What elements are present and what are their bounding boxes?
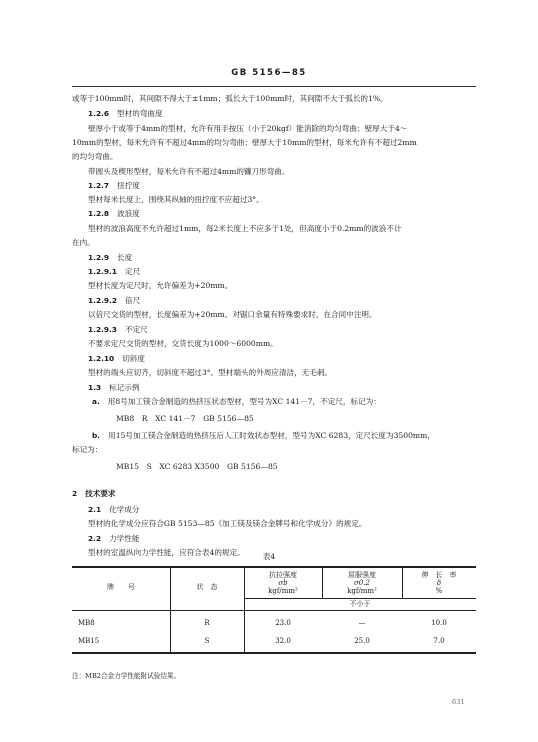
section-number: 1.2.9.3 xyxy=(88,325,117,334)
mark-example-a: MB8 R XC 141－7 GB 5156—85 xyxy=(116,414,254,423)
example-a-line xyxy=(92,397,381,407)
section-1-2-7-heading xyxy=(88,181,140,191)
section-1-2-9-2-heading xyxy=(88,296,140,306)
example-text: 用15号加工镁合金制造的热挤压后人工时效状态型材，型号为XC 6283，定尺长度为3500mm， xyxy=(108,431,435,440)
paragraph-line: 型材的室温纵向力学性能，应符合表4的规定。 xyxy=(88,548,245,557)
section-number: 1.2.9.2 xyxy=(88,296,117,305)
header-elongation-unit: % xyxy=(435,587,443,595)
section-title: 技术要求 xyxy=(85,489,116,498)
cell-yield: 25.0 xyxy=(354,637,370,645)
section-title: 扭拧度 xyxy=(117,181,140,190)
section-1-2-6-heading xyxy=(88,109,163,119)
header-tensile-symbol: σb xyxy=(278,579,288,587)
section-2-heading xyxy=(72,489,116,499)
table-rule-header xyxy=(72,610,476,611)
paragraph-line: 标记为： xyxy=(72,445,103,454)
section-title: 长度 xyxy=(117,253,133,262)
section-number: 2.1 xyxy=(88,505,102,514)
section-number: 1.2.10 xyxy=(88,354,115,363)
page-number: 631 xyxy=(452,698,465,706)
section-title: 型材的弯曲度 xyxy=(117,109,163,118)
paragraph-line: 在内。 xyxy=(72,238,95,247)
section-2-1-heading xyxy=(88,505,139,515)
section-1-2-9-1-heading xyxy=(88,267,140,277)
list-marker: a. xyxy=(92,397,100,406)
section-number: 2.2 xyxy=(88,534,102,543)
example-b-line xyxy=(92,431,435,441)
paragraph-line: 型材的化学成分应符合GB 5153—85《加工镁及镁合金牌号和化学成分》的规定。 xyxy=(88,519,367,528)
section-1-2-9-heading xyxy=(88,253,132,263)
section-title: 切斜度 xyxy=(122,354,145,363)
cell-state: S xyxy=(204,637,210,645)
paragraph-line: 型材的波浪高度不允许超过1mm，每2米长度上不应多于1处，但高度小于0.2mm的波浪不计 xyxy=(88,224,402,233)
section-number: 1.2.9 xyxy=(88,253,110,262)
paragraph-line: 型材长度为定尺时，允许偏差为+20mm。 xyxy=(88,281,233,290)
section-title: 波浪度 xyxy=(117,209,140,218)
section-number: 1.2.9.1 xyxy=(88,267,117,276)
cell-tensile: 23.0 xyxy=(275,619,291,627)
section-2-2-heading xyxy=(88,534,139,544)
header-rule xyxy=(72,86,476,87)
page-header: GB 5156—85 xyxy=(231,68,307,78)
cell-grade: MB15 xyxy=(78,637,100,645)
paragraph-line: 10mm的型材，每米允许有不超过4mm的均匀弯曲；壁厚大于10mm的型材，每米允许有不超过2mm xyxy=(72,138,417,147)
paragraph-line: 带圆头及楔形型材，每米允许有不超过4mm的镰刀形弯曲。 xyxy=(88,167,290,176)
cell-yield: — xyxy=(358,619,366,627)
table-rule-subheader xyxy=(244,598,476,599)
example-text: 用8号加工镁合金制造的热挤压状态型材，型号为XC 141－7，不定尺，标记为： xyxy=(107,397,381,406)
section-title: 标记示例 xyxy=(109,383,140,392)
section-title: 不定尺 xyxy=(125,325,148,334)
mark-example-b: MB15 S XC 6283 X3500 GB 5156—85 xyxy=(116,462,278,471)
header-elongation: 伸 长 率 xyxy=(421,571,457,579)
header-yield-unit: kgf/mm² xyxy=(347,587,377,595)
header-grade: 牌 号 xyxy=(107,583,135,591)
section-number: 1.2.8 xyxy=(88,209,110,218)
section-number: 2 xyxy=(72,489,78,498)
section-1-3-heading xyxy=(88,383,139,393)
cell-elongation: 10.0 xyxy=(431,619,447,627)
paragraph-line: 型材的端头应切齐，切斜度不超过3°。型材端头的外周应清洁，无毛刺。 xyxy=(88,368,333,377)
section-title: 定尺 xyxy=(125,267,141,276)
section-title: 化学成分 xyxy=(109,505,140,514)
table-rule-bottom xyxy=(72,652,476,654)
table-caption: 表4 xyxy=(262,552,276,561)
header-tensile-strength: 抗拉强度 xyxy=(269,571,297,579)
header-minimum-note: 不小于 xyxy=(349,600,371,608)
section-number: 1.3 xyxy=(88,383,102,392)
section-number: 1.2.6 xyxy=(88,109,110,118)
cell-tensile: 32.0 xyxy=(275,637,291,645)
table-rule-top xyxy=(72,566,476,568)
header-yield-strength: 屈服强度 xyxy=(348,571,376,579)
cell-grade: MB8 xyxy=(78,619,95,627)
cell-state: R xyxy=(204,619,210,627)
cell-elongation: 7.0 xyxy=(433,637,445,645)
paragraph-line: 以倍尺交货的型材，长度偏差为+20mm。对锯口余量有特殊要求时，在合同中注明。 xyxy=(88,310,377,319)
section-1-2-8-heading xyxy=(88,209,140,219)
header-yield-symbol: σ0.2 xyxy=(354,579,370,587)
paragraph-line: 型材每米长度上，围绕其纵轴的扭拧度不应超过3°。 xyxy=(88,195,264,204)
header-elongation-symbol: δ xyxy=(436,579,442,587)
section-title: 力学性能 xyxy=(109,534,140,543)
paragraph-line: 壁厚小于或等于4mm的型材，允许有用手按压（小于20kgf）能消除的均匀弯曲；壁厚大于4～ xyxy=(88,124,408,133)
paragraph-line: 的均匀弯曲。 xyxy=(72,152,118,161)
paragraph-line: 不要求定尺交货的型材，交货长度为1000～6000mm。 xyxy=(88,339,278,348)
header-tensile-unit: kgf/mm² xyxy=(268,587,298,595)
header-state: 状 态 xyxy=(196,583,218,591)
section-1-2-10-heading xyxy=(88,354,145,364)
section-1-2-9-3-heading xyxy=(88,325,148,335)
section-title: 倍尺 xyxy=(125,296,141,305)
paragraph-line: 或等于100mm时，其间隙不得大于±1mm；弧长大于100mm时，其间隙不大于弧长的1%。 xyxy=(72,94,388,103)
table-note: 注：MB2合金力学性能附试验结果。 xyxy=(72,672,181,680)
section-number: 1.2.7 xyxy=(88,181,110,190)
list-marker: b. xyxy=(92,431,101,440)
